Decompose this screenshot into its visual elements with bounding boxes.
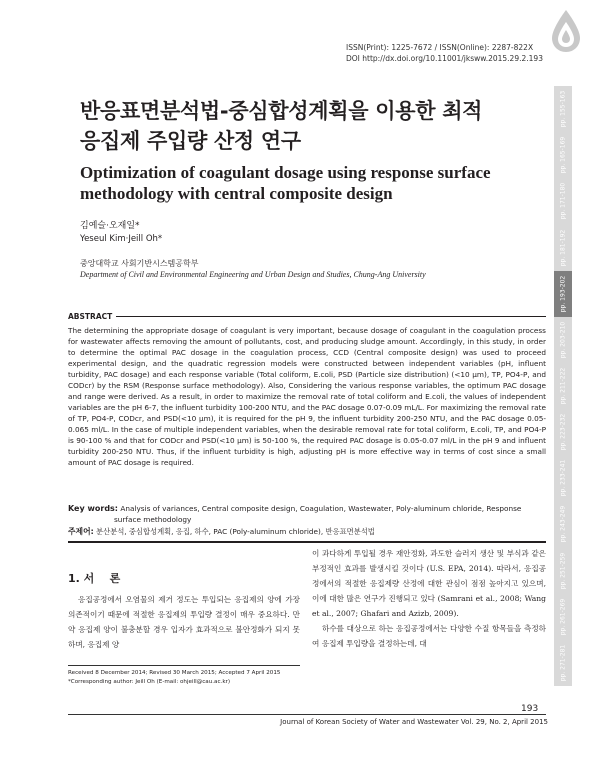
title-english-line2: methodology with central composite design: [80, 184, 393, 203]
sidebar-tab-label: pp. 271-281: [559, 644, 567, 682]
keywords-korean: [68, 526, 546, 537]
sidebar-tab[interactable]: [554, 455, 572, 501]
sidebar-tab[interactable]: [554, 317, 572, 363]
footer-rule: [68, 714, 546, 715]
sidebar-tab-label: pp. 243-249: [559, 506, 567, 543]
section-heading-introduction: 1. 서 론: [68, 572, 121, 585]
sidebar-tab-label: pp. 223-232: [559, 413, 567, 451]
sidebar-tab[interactable]: [554, 640, 572, 686]
sidebar-tab[interactable]: [554, 548, 572, 594]
sidebar-tab[interactable]: [554, 224, 572, 270]
sidebar-tab-label: pp. 261-269: [559, 598, 567, 636]
abstract-top-rule: [68, 316, 546, 317]
footnote-rule: [68, 665, 300, 666]
footnote-corresponding: *Corresponding author: Jeill Oh (E-mail: ohjeill@cau.ac.kr): [68, 679, 231, 685]
sidebar-tab-label: pp. 181-192: [559, 229, 567, 266]
keywords-text: Analysis of variances, Central composite design, Coagulation, Wastewater, Poly-aluminum chloride, Response: [120, 504, 522, 513]
sidebar-tab[interactable]: [554, 86, 572, 132]
sidebar-tab-label: pp. 211-222: [559, 367, 567, 405]
page-number: 193: [521, 704, 539, 714]
sidebar-tab-label: pp. 171-180: [559, 183, 567, 220]
abstract-text: The determining the appropriate dosage of coagulant is very important, because dosage of coagulant in the coagulation process for wastewater affects removing the amount of pollutants, cost, and producing sludge amount. Accordingly, in this study, in order to determine the optimal PAC dosage in the coagulation process, CCD (Central composite design) was used to proceed experimental design, and the quadratic regression models were constructed between independent variables (pH, influent turbidity, PAC dosage) and each response variable (Total coliform, E.coli, PSD (Particle size distribution) (<10 μm), TP, PO4-P, and CODcr) by the RSM (Response surface methodology). Also, Considering the various response variables, the optimum PAC dosage and range were derived. As a result, in order to maximize the removal rate of total coliform and E.coli, the values of independent variables are the pH 6-7, the influent turbidity 100-200 NTU, and the PAC dosage 0.07-0.09 mL/L. For maximizing the removal rate of TP, PO4-P, CODcr, and PSD(<10 μm), it is required for the pH 9, the influent turbidity 200-250 NTU, and the PAC dosage 0.05-0.065 ml/L. In the case of multiple independent variables, when the desirable removal rate for total coliform, E.coli, TP, and PO4-P is 90-100 % and that for CODcr and PSD(<10 μm) is 50-100 %, the required PAC dosage is 0.05-0.07 ml/L in the pH 9 and influent turbidity 200-250 NTU. Thus, if the influent turbidity is high, adjusting pH is more effective way in terms of cost since a small amount of PAC dosage is required.: [68, 326, 546, 467]
keywords-label: Key words:: [68, 504, 119, 513]
sidebar-tab-label: pp. 233-241: [559, 460, 567, 497]
sidebar-tab-label: pp. 203-210: [559, 321, 567, 359]
title-english-line1: Optimization of coagulant dosage using response surface: [80, 163, 491, 182]
title-korean-line2: 응집제 주입량 산정 연구: [80, 129, 301, 153]
sidebar-tab[interactable]: [554, 132, 572, 178]
intro-right-para1: 이 과다하게 투입될 경우 재안정화, 과도한 슬러지 생산 및 부식과 같은 부정적인 효과를 발생시킬 것이다 (U.S. EPA, 2014). 따라서, 응집공정에서의 적절한 응집제량 산정에 대한 관심이 점점 높아지고 있으며, 이에 대한 많은 연구가 진행되고 있다 (Samrani et al., 2008; Wang et al., 2007; Ghafari and Azizb, 2009).: [312, 549, 546, 618]
title-korean-line1: 반응표면분석법-중심합성계획을 이용한 최적: [80, 99, 483, 123]
sidebar-tab[interactable]: [554, 178, 572, 224]
page-range-sidebar: [554, 86, 572, 686]
issn-line: ISSN(Print): 1225-7672 / ISSN(Online): 2287-822X: [346, 43, 534, 52]
intro-right-para2: 하수를 대상으로 하는 응집공정에서는 다양한 수질 항목들을 측정하여 응집제 투입량을 결정하는데, 대: [312, 624, 546, 648]
sidebar-tab[interactable]: [554, 594, 572, 640]
footnote-received: Received 8 December 2014; Revised 30 March 2015; Accepted 7 April 2015: [68, 670, 281, 676]
sidebar-tab-label: pp. 251-259: [559, 552, 567, 589]
sidebar-tab[interactable]: [554, 409, 572, 455]
doi-link[interactable]: DOI http://dx.doi.org/10.11001/jksww.2015.29.2.193: [346, 54, 543, 63]
keywords-ko-label: 주제어:: [68, 527, 94, 536]
intro-left-column: 응집공정에서 오염물의 제거 정도는 투입되는 응집제의 양에 가장 의존적이기 때문에 적절한 응집제의 투입량 결정이 매우 중요하다. 만약 응집제 양이 불충분할 경우 입자가 효과적으로 불안정화가 되지 못하며, 응집제 양: [68, 595, 300, 649]
affiliation-english: Department of Civil and Environmental Engineering and Urban Design and Studies, Chung-Ang University: [80, 270, 426, 279]
sidebar-tab-label: pp. 155-163: [559, 90, 567, 128]
keywords-ko-text: 분산분석, 중심합성계획, 응집, 하수, PAC (Poly-aluminum chloride), 반응표면분석법: [96, 527, 375, 536]
journal-footer: Journal of Korean Society of Water and Wastewater Vol. 29, No. 2, April 2015: [280, 718, 548, 726]
sidebar-tab[interactable]: [554, 271, 572, 317]
authors-korean: 김예슬·오재일*: [80, 221, 140, 231]
abstract-heading: ABSTRACT: [68, 312, 116, 321]
keywords-english: [68, 503, 546, 514]
sidebar-tab-label: pp. 165-169: [559, 136, 567, 174]
sidebar-tab[interactable]: [554, 501, 572, 547]
sidebar-tab[interactable]: [554, 363, 572, 409]
sidebar-tab-label: pp. 193-202: [559, 275, 567, 312]
authors-english: Yeseul Kim·Jeill Oh*: [80, 234, 163, 244]
keywords-bottom-rule: [68, 541, 546, 543]
affiliation-korean: 중앙대학교 사회기반시스템공학부: [80, 259, 199, 268]
keywords-text-cont: surface methodology: [114, 515, 192, 524]
intro-right-column: [312, 546, 546, 651]
journal-logo: [548, 8, 584, 54]
